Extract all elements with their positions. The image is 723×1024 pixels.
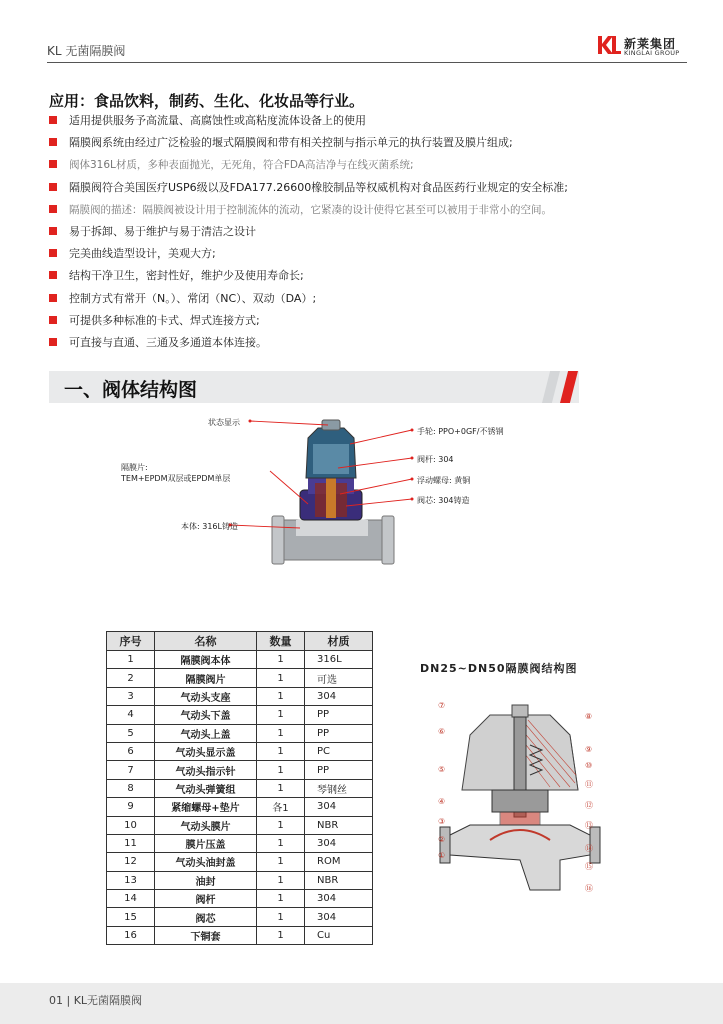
cell-qty: 1: [257, 687, 305, 705]
list-item: 控制方式有常开（N。）、常闭（NC）、双动（DA）;: [49, 291, 689, 313]
list-item: 完美曲线造型设计，美观大方;: [49, 246, 689, 268]
cell-name: 阀芯: [155, 908, 257, 926]
dn-label-16: ⑯: [585, 884, 593, 893]
cell-name: 紧缩螺母+垫片: [155, 798, 257, 816]
table-row: [107, 816, 373, 834]
dn-label-15: ⑮: [585, 862, 593, 871]
dn-label-9: ⑨: [585, 745, 593, 754]
callout-status: 状态显示: [208, 418, 240, 427]
cell-material: 琴钢丝: [305, 779, 373, 797]
callout-stem: 阀杆: 304: [417, 455, 454, 464]
list-item: 可提供多种标准的卡式、焊式连接方式;: [49, 313, 689, 335]
cell-name: 气动头上盖: [155, 724, 257, 742]
dn-label-5: ⑤: [438, 765, 446, 774]
list-item: 结构干净卫生，密封性好，维护少及使用寿命长;: [49, 268, 689, 290]
list-item: 可直接与直通、三通及多通道本体连接。: [49, 335, 689, 357]
dn-label-13: ⑬: [585, 821, 593, 830]
dn-structure-title: DN25~DN50隔膜阀结构图: [420, 662, 578, 675]
callout-handwheel: 手轮: PPO+0GF/不锈钢: [417, 427, 504, 436]
cell-index: 15: [107, 908, 155, 926]
cell-material: NBR: [305, 871, 373, 889]
dn-label-10: ⑩: [585, 761, 593, 770]
list-item: 易于拆卸、易于维护与易于清洁之设计: [49, 224, 689, 246]
dn-label-12: ⑫: [585, 801, 593, 810]
table-row: [107, 651, 373, 669]
table-header-row: [107, 632, 373, 651]
bullet-square-icon: [49, 160, 57, 168]
header-title: KL 无菌隔膜阀: [47, 44, 126, 58]
table-row: [107, 706, 373, 724]
table-row: [107, 834, 373, 852]
kinglai-logo: [596, 33, 686, 59]
list-item: 隔膜阀系统由经过广泛检验的堰式隔膜阀和带有相关控制与指示单元的执行装置及膜片组成;: [49, 135, 689, 157]
footer-page-label: 01 | KL无菌隔膜阀: [49, 994, 143, 1007]
bullet-square-icon: [49, 116, 57, 124]
dn-label-4: ④: [438, 797, 446, 806]
table-row: [107, 779, 373, 797]
cell-material: ROM: [305, 853, 373, 871]
cell-qty: 1: [257, 926, 305, 944]
callout-diaphragm-material: TEM+EPDM双层或EPDM单层: [121, 474, 231, 483]
cell-material: PP: [305, 761, 373, 779]
bullet-square-icon: [49, 138, 57, 146]
cell-material: 304: [305, 798, 373, 816]
logo-english-name: KINGLAI GROUP: [624, 49, 680, 57]
cell-index: 12: [107, 853, 155, 871]
cell-index: 13: [107, 871, 155, 889]
list-item: 适用提供服务予高流量、高腐蚀性或高粘度流体设备上的使用: [49, 113, 689, 135]
cell-index: 4: [107, 706, 155, 724]
cell-material: PC: [305, 742, 373, 760]
cell-name: 油封: [155, 871, 257, 889]
table-row: [107, 798, 373, 816]
callout-body: 本体: 316L铸造: [181, 522, 238, 531]
section-title: 一、阀体结构图: [64, 379, 198, 401]
callout-core: 阀芯: 304铸造: [417, 496, 470, 505]
cell-index: 6: [107, 742, 155, 760]
dn-label-7: ⑦: [438, 701, 446, 710]
bullet-square-icon: [49, 249, 57, 257]
logo-chinese-name: 新莱集团: [624, 37, 677, 51]
cell-name: 气动头弹簧组: [155, 779, 257, 797]
bullet-square-icon: [49, 227, 57, 235]
cell-index: 10: [107, 816, 155, 834]
bullet-square-icon: [49, 183, 57, 191]
cell-qty: 1: [257, 669, 305, 687]
cell-material: 304: [305, 890, 373, 908]
bullet-square-icon: [49, 205, 57, 213]
cell-material: 304: [305, 834, 373, 852]
cell-name: 隔膜阀片: [155, 669, 257, 687]
table-row: [107, 761, 373, 779]
cell-qty: 1: [257, 706, 305, 724]
header-divider: [47, 62, 687, 63]
cell-index: 8: [107, 779, 155, 797]
cell-name: 气动头油封盖: [155, 853, 257, 871]
cell-qty: 1: [257, 761, 305, 779]
cell-qty: 1: [257, 908, 305, 926]
cell-name: 下铜套: [155, 926, 257, 944]
bullet-square-icon: [49, 294, 57, 302]
cell-index: 11: [107, 834, 155, 852]
list-item: 隔膜阀的描述：隔膜阀被设计用于控制流体的流动，它紧凑的设计使得它甚至可以被用于非常小的空间。: [49, 202, 689, 224]
cell-material: PP: [305, 724, 373, 742]
kl-logo-icon: [596, 33, 622, 57]
table-row: [107, 908, 373, 926]
dn-valve-structure-drawing: [430, 695, 610, 895]
cell-qty: 1: [257, 742, 305, 760]
cell-name: 气动头指示针: [155, 761, 257, 779]
header-cell-qty: 数量: [257, 632, 305, 651]
cell-index: 1: [107, 651, 155, 669]
cell-name: 膜片压盖: [155, 834, 257, 852]
cell-qty: 1: [257, 834, 305, 852]
table-row: [107, 871, 373, 889]
cell-qty: 1: [257, 779, 305, 797]
cell-index: 7: [107, 761, 155, 779]
table-row: [107, 669, 373, 687]
list-item: 阀体316L材质，多种表面抛光，无死角，符合FDA高洁净与在线灭菌系统;: [49, 157, 689, 179]
cell-index: 9: [107, 798, 155, 816]
header-cell-name: 名称: [155, 632, 257, 651]
cell-qty: 1: [257, 724, 305, 742]
cell-name: 气动头膜片: [155, 816, 257, 834]
cell-qty: 1: [257, 816, 305, 834]
bullet-square-icon: [49, 316, 57, 324]
cell-material: Cu: [305, 926, 373, 944]
dn-label-1: ①: [438, 851, 446, 860]
cell-qty: 1: [257, 651, 305, 669]
table-row: [107, 742, 373, 760]
cell-name: 气动头下盖: [155, 706, 257, 724]
table-row: [107, 926, 373, 944]
list-item: 隔膜阀符合美国医疗USP6级以及FDA177.26600橡胶制品等权威机构对食品医药行业规定的安全标准;: [49, 180, 689, 202]
bullet-square-icon: [49, 271, 57, 279]
callout-diaphragm-label: 隔膜片:: [121, 463, 148, 472]
dn-label-11: ⑪: [585, 780, 593, 789]
feature-list: [49, 113, 689, 357]
cell-index: 16: [107, 926, 155, 944]
bullet-square-icon: [49, 338, 57, 346]
parts-table: [106, 631, 373, 945]
dn-label-6: ⑥: [438, 727, 446, 736]
cell-material: NBR: [305, 816, 373, 834]
dn-label-3: ③: [438, 817, 446, 826]
cell-name: 气动头支座: [155, 687, 257, 705]
application-heading: 应用：食品饮料，制药、生化、化妆品等行业。: [49, 92, 365, 110]
table-row: [107, 853, 373, 871]
table-row: [107, 724, 373, 742]
cell-qty: 1: [257, 871, 305, 889]
dn-label-8: ⑧: [585, 712, 593, 721]
cell-material: 316L: [305, 651, 373, 669]
table-row: [107, 890, 373, 908]
cell-qty: 1: [257, 890, 305, 908]
cell-material: PP: [305, 706, 373, 724]
table-row: [107, 687, 373, 705]
dn-label-2: ②: [438, 835, 446, 844]
cell-index: 3: [107, 687, 155, 705]
cell-material: 304: [305, 908, 373, 926]
header-cell-material: 材质: [305, 632, 373, 651]
cell-name: 阀杆: [155, 890, 257, 908]
cell-name: 气动头显示盖: [155, 742, 257, 760]
cell-qty: 各1: [257, 798, 305, 816]
cell-index: 5: [107, 724, 155, 742]
cell-material: 304: [305, 687, 373, 705]
cell-index: 2: [107, 669, 155, 687]
cell-name: 隔膜阀本体: [155, 651, 257, 669]
header-cell-index: 序号: [107, 632, 155, 651]
cell-qty: 1: [257, 853, 305, 871]
cell-material: 可选: [305, 669, 373, 687]
dn-label-14: ⑭: [585, 844, 593, 853]
callout-nut: 浮动螺母: 黄铜: [417, 476, 471, 485]
cell-index: 14: [107, 890, 155, 908]
